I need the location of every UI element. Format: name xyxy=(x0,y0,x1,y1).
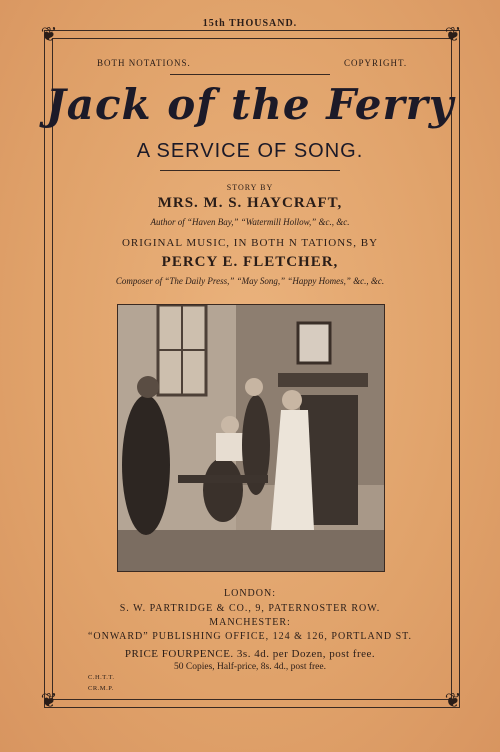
story-by-label: STORY BY xyxy=(226,183,274,192)
subtitle: A SERVICE OF SONG. xyxy=(136,140,364,162)
divider xyxy=(170,74,330,75)
ornament-icon: ❦ xyxy=(444,24,462,46)
catalog-codes xyxy=(88,672,115,694)
composer-works: Composer of “The Daily Press,” “May Song,” “Happy Homes,” &c., &c. xyxy=(115,276,385,286)
photo-scene xyxy=(118,305,384,571)
author-name: MRS. M. S. HAYCRAFT, xyxy=(157,195,343,211)
author-works: Author of “Haven Bay,” “Watermill Hollow,” &c., &c. xyxy=(150,217,350,227)
divider xyxy=(160,170,340,171)
imprint-city-manchester: MANCHESTER: xyxy=(209,617,291,628)
copyright-label: COPYRIGHT. xyxy=(344,58,408,68)
catalog-code: C.H.T.T. xyxy=(88,674,115,681)
composer-name: PERCY E. FLETCHER, xyxy=(161,254,339,270)
ornament-icon: ❦ xyxy=(40,24,58,46)
notations-label: BOTH NOTATIONS. xyxy=(97,58,191,68)
ornament-icon: ❦ xyxy=(444,690,462,712)
edition-label: 15th THOUSAND. xyxy=(202,18,298,29)
price-detail: 50 Copies, Half-price, 8s. 4d., post free. xyxy=(174,662,326,672)
imprint-publisher-manchester: “ONWARD” PUBLISHING OFFICE, 124 & 126, PORTLAND ST. xyxy=(87,631,413,642)
imprint-city-london: LONDON: xyxy=(224,588,276,599)
price-line: PRICE FOURPENCE. 3s. 4d. per Dozen, post free. xyxy=(124,648,376,660)
catalog-code: CR.M.P. xyxy=(88,685,114,692)
ornament-icon: ❦ xyxy=(40,690,58,712)
music-credit-label: ORIGINAL MUSIC, IN BOTH N TATIONS, BY xyxy=(121,237,379,249)
imprint-publisher-london: S. W. PARTRIDGE & CO., 9, PATERNOSTER ROW. xyxy=(119,603,381,614)
illustration-photo xyxy=(117,304,385,572)
page-title: Jack of the Ferry xyxy=(45,80,455,129)
